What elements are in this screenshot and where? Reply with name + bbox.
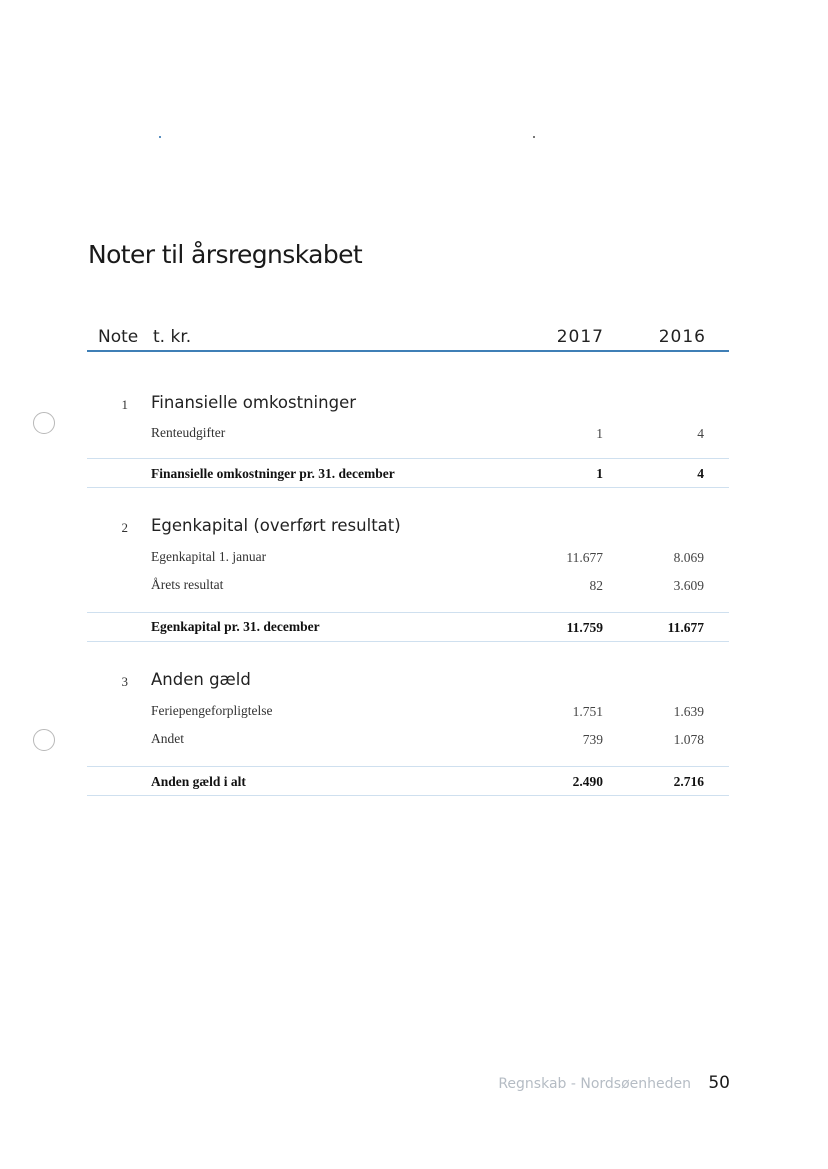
punch-hole-icon — [33, 412, 55, 434]
page-title: Noter til årsregnskabet — [88, 240, 363, 269]
punch-hole-icon — [33, 729, 55, 751]
total-label: Finansielle omkostninger pr. 31. december — [151, 466, 395, 481]
note-title: Finansielle omkostninger — [151, 393, 357, 412]
column-header-2017: 2017 — [556, 327, 604, 347]
column-header-note: Note — [98, 327, 139, 347]
row-value-2017: 11.677 — [566, 550, 603, 565]
scan-speck — [159, 136, 161, 138]
row-value-2017: 739 — [582, 732, 603, 747]
row-label: Årets resultat — [151, 577, 224, 592]
total-value-2017: 1 — [596, 466, 603, 481]
total-value-2016: 4 — [697, 466, 704, 481]
row-label: Renteudgifter — [151, 425, 226, 440]
divider — [87, 766, 729, 767]
row-value-2016: 1.078 — [673, 732, 704, 747]
page-number: 50 — [708, 1073, 730, 1093]
column-header-unit: t. kr. — [153, 327, 192, 347]
row-label: Egenkapital 1. januar — [151, 549, 267, 564]
row-value-2016: 3.609 — [673, 578, 704, 593]
row-value-2017: 1.751 — [572, 704, 603, 719]
row-value-2017: 82 — [589, 578, 603, 593]
footer-text: Regnskab - Nordsøenheden — [498, 1076, 691, 1092]
note-number: 3 — [121, 674, 128, 689]
row-label: Feriepengeforpligtelse — [151, 703, 273, 718]
note-title: Anden gæld — [151, 670, 251, 689]
total-label: Anden gæld i alt — [151, 774, 246, 789]
divider — [87, 612, 729, 613]
note-title: Egenkapital (overført resultat) — [151, 516, 401, 535]
divider — [87, 641, 729, 642]
total-value-2016: 2.716 — [673, 774, 704, 789]
header-rule — [87, 350, 729, 352]
divider — [87, 487, 729, 488]
row-value-2016: 8.069 — [673, 550, 704, 565]
total-label: Egenkapital pr. 31. december — [151, 619, 320, 634]
total-value-2017: 2.490 — [572, 774, 603, 789]
row-value-2017: 1 — [596, 426, 603, 441]
row-value-2016: 1.639 — [673, 704, 704, 719]
total-value-2017: 11.759 — [566, 620, 603, 635]
divider — [87, 458, 729, 459]
note-number: 1 — [121, 397, 128, 412]
divider — [87, 795, 729, 796]
scan-speck — [533, 136, 535, 138]
note-number: 2 — [121, 520, 128, 535]
row-label: Andet — [151, 731, 184, 746]
row-value-2016: 4 — [697, 426, 704, 441]
column-header-2016: 2016 — [658, 327, 706, 347]
total-value-2016: 11.677 — [667, 620, 704, 635]
